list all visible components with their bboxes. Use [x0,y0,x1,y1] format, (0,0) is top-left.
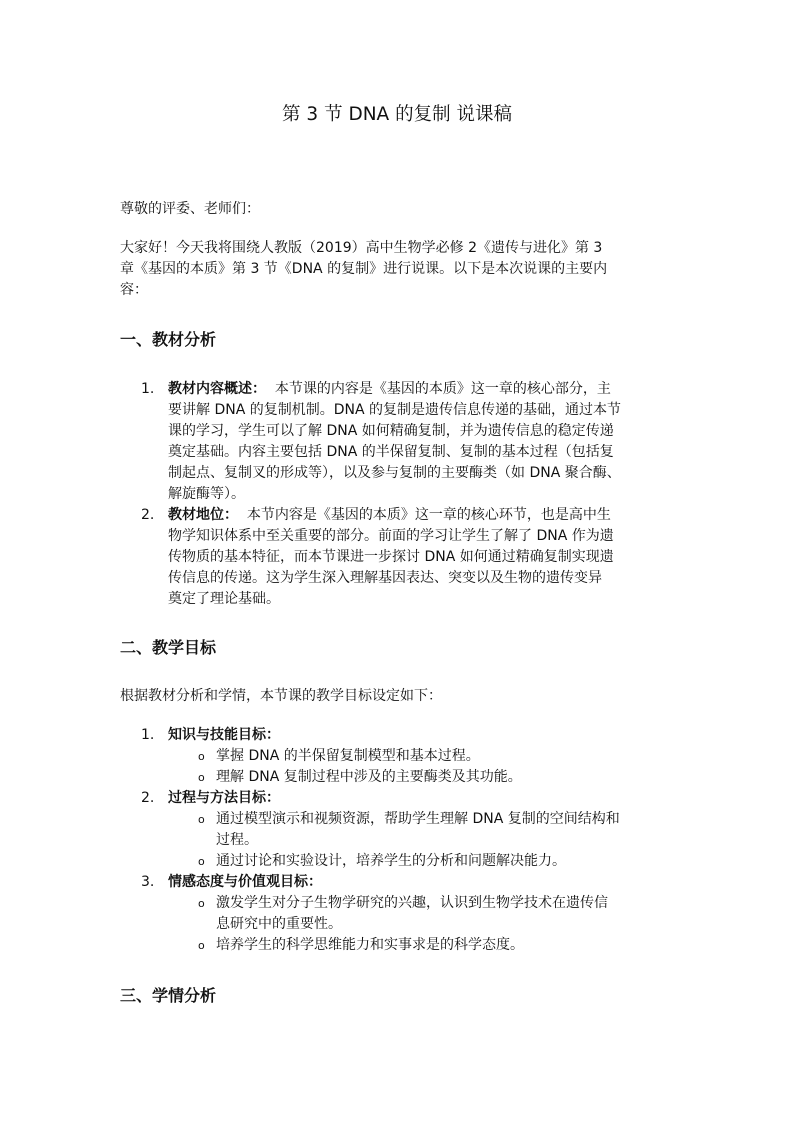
circle-bullet-icon: o [198,750,205,763]
sub-list-item [120,851,690,872]
item-text: 传物质的基本特征，而本节课进一步探讨 DNA 如何通过精确复制实现遗 [168,549,614,565]
intro-line: 章《基因的本质》第 3 节《DNA 的复制》进行说课。以下是本次说课的主要内 [120,261,608,277]
list-number: 3. [141,874,155,890]
objectives-lead: 根据教材分析和学情，本节课的教学目标设定如下： [120,688,442,704]
circle-bullet-icon: o [198,897,205,910]
list-item [120,872,690,893]
circle-bullet-icon: o [198,939,205,952]
item-label: 知识与技能目标： [168,727,280,743]
intro-paragraph [120,238,680,301]
item-text: 制起点、复制叉的形成等），以及参与复制的主要酶类（如 DNA 聚合酶、 [168,465,621,481]
list-number: 1. [141,381,155,397]
item-label: 情感态度与价值观目标： [168,874,322,890]
sub-item-text: 培养学生的科学思维能力和实事求是的科学态度。 [216,937,524,953]
circle-bullet-icon: o [198,855,205,868]
item-text: 解旋酶等）。 [168,486,245,502]
item-text: 课的学习，学生可以了解 DNA 如何精确复制，并为遗传信息的稳定传递 [168,423,614,439]
sub-item-text: 通过讨论和实验设计，培养学生的分析和问题解决能力。 [216,853,566,869]
circle-bullet-icon: o [198,771,205,784]
item-text: 传信息的传递。这为学生深入理解基因表达、突变以及生物的遗传变异 [168,570,602,586]
document-title: 第 3 节 DNA 的复制 说课稿 [282,104,512,125]
item-label: 教材地位： [168,507,238,523]
sub-item-text: 激发学生对分子生物学研究的兴趣，认识到生物学技术在遗传信 [216,895,608,911]
sub-list-item [120,935,690,956]
sub-item-text: 理解 DNA 复制过程中涉及的主要酶类及其功能。 [216,769,522,785]
sub-list-item [120,893,690,935]
list-item [120,788,690,809]
greeting: 尊敬的评委、老师们： [120,201,260,217]
sub-item-text: 息研究中的重要性。 [216,916,342,932]
list-number: 1. [141,727,155,743]
section-heading-student-analysis: 三、学情分析 [120,986,217,1005]
item-text: 本节课的内容是《基因的本质》这一章的核心部分，主 [266,381,611,397]
list-item [120,379,690,505]
item-label: 教材内容概述： [168,381,266,397]
sub-list-item [120,809,690,851]
item-text: 奠定了理论基础。 [168,591,280,607]
section-heading-textbook-analysis: 一、教材分析 [120,330,217,349]
intro-line: 容： [120,282,148,298]
list-item [120,505,690,610]
sub-item-text: 通过模型演示和视频资源，帮助学生理解 DNA 复制的空间结构和 [216,811,620,827]
textbook-analysis-list [120,379,690,610]
sub-list-item [120,767,690,788]
objectives-list [120,725,690,956]
sub-list-item [120,746,690,767]
item-text: 物学知识体系中至关重要的部分。前面的学习让学生了解了 DNA 作为遗 [168,528,614,544]
section-heading-teaching-objectives: 二、教学目标 [120,638,217,657]
intro-line: 大家好！今天我将围绕人教版（2019）高中生物学必修 2《遗传与进化》第 3 [120,240,603,256]
sub-item-text: 过程。 [216,832,258,848]
item-label: 过程与方法目标： [168,790,280,806]
list-number: 2. [141,507,155,523]
circle-bullet-icon: o [198,813,205,826]
sub-item-text: 掌握 DNA 的半保留复制模型和基本过程。 [216,748,480,764]
list-item [120,725,690,746]
item-text: 奠定基础。内容主要包括 DNA 的半保留复制、复制的基本过程（包括复 [168,444,614,460]
item-text: 要讲解 DNA 的复制机制。DNA 的复制是遗传信息传递的基础，通过本节 [168,402,622,418]
item-text: 本节内容是《基因的本质》这一章的核心环节，也是高中生 [238,507,611,523]
list-number: 2. [141,790,155,806]
